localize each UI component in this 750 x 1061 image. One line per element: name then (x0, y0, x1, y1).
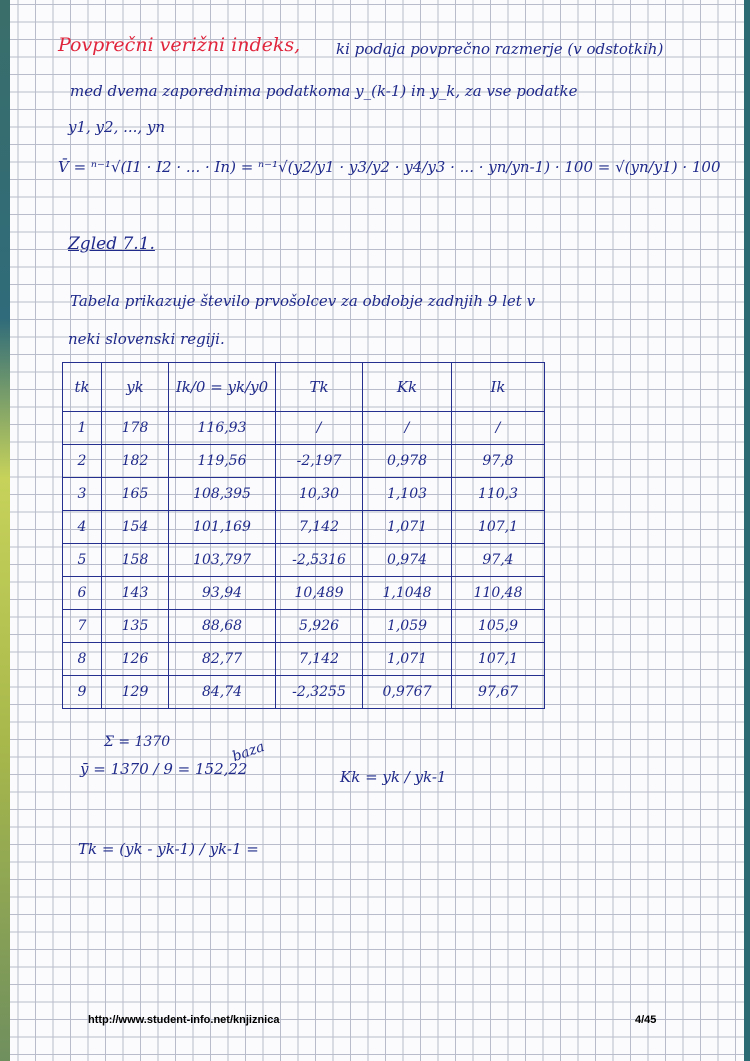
table-cell: 82,77 (169, 643, 276, 676)
table-cell: 103,797 (169, 544, 276, 577)
header-ik0: Ik/0 = yk/y0 (169, 363, 276, 412)
table-cell: 93,94 (169, 577, 276, 610)
example-heading: Zgled 7.1. (68, 234, 155, 254)
heading-title: Povprečni verižni indeks, (58, 34, 301, 56)
table-cell: 97,8 (452, 445, 545, 478)
table-cell: 129 (102, 676, 169, 709)
table-cell: 0,978 (363, 445, 452, 478)
header-yk: yk (102, 363, 169, 412)
table-cell: 5 (63, 544, 102, 577)
table-cell: 10,489 (276, 577, 363, 610)
data-table (62, 362, 545, 709)
table-cell: 135 (102, 610, 169, 643)
index-formula: V̄ = ⁿ⁻¹√(I1 · I2 · ... · In) = ⁿ⁻¹√(y2/y1 · y3/y2 · y4/y3 · ... · yn/yn-1) · 100 = √(yn/y1) · 100 (58, 158, 721, 176)
table-row (63, 643, 545, 676)
table-cell: / (276, 412, 363, 445)
table-cell: 84,74 (169, 676, 276, 709)
table-row (63, 511, 545, 544)
table-cell: 116,93 (169, 412, 276, 445)
header-kk: Kk (363, 363, 452, 412)
table-cell: 107,1 (452, 511, 545, 544)
table-cell: 108,395 (169, 478, 276, 511)
notebook-edge-right (744, 0, 750, 1061)
example-text-2: neki slovenski regiji. (68, 330, 225, 348)
table-cell: 105,9 (452, 610, 545, 643)
table-cell: 165 (102, 478, 169, 511)
sum-value: Σ = 1370 (104, 734, 171, 750)
header-ik: Ik (452, 363, 545, 412)
table-cell: 1,1048 (363, 577, 452, 610)
table-cell: 178 (102, 412, 169, 445)
table-cell: 110,3 (452, 478, 545, 511)
example-text-1: Tabela prikazuje število prvošolcev za obdobje zadnjih 9 let v (70, 292, 536, 310)
table-cell: 101,169 (169, 511, 276, 544)
table-cell: 1,059 (363, 610, 452, 643)
table-cell: -2,5316 (276, 544, 363, 577)
table-cell: 126 (102, 643, 169, 676)
definition-line-3: y1, y2, ..., yn (68, 118, 166, 136)
table-cell: 143 (102, 577, 169, 610)
table-cell: 10,30 (276, 478, 363, 511)
notebook-edge-left (0, 0, 10, 1061)
table-cell: 4 (63, 511, 102, 544)
table-cell: 5,926 (276, 610, 363, 643)
definition-line-2: med dvema zaporednima podatkoma y_(k-1) in y_k, za vse podatke (70, 82, 578, 100)
table-cell: -2,197 (276, 445, 363, 478)
table-cell: 2 (63, 445, 102, 478)
kk-formula: Kk = yk / yk-1 (340, 768, 447, 786)
table-row (63, 676, 545, 709)
header-tk-rate: Tk (276, 363, 363, 412)
table-cell: 88,68 (169, 610, 276, 643)
table-cell: 107,1 (452, 643, 545, 676)
table-cell: 158 (102, 544, 169, 577)
table-cell: 97,67 (452, 676, 545, 709)
base-note: baza (230, 738, 267, 766)
table-row (63, 577, 545, 610)
table-cell: 7 (63, 610, 102, 643)
table-cell: 154 (102, 511, 169, 544)
table-cell: 7,142 (276, 643, 363, 676)
table-cell: 1 (63, 412, 102, 445)
table-cell: / (363, 412, 452, 445)
table-cell: 7,142 (276, 511, 363, 544)
tk-formula: Tk = (yk - yk-1) / yk-1 = (78, 840, 259, 858)
header-tk: tk (63, 363, 102, 412)
table-cell: / (452, 412, 545, 445)
table-cell: 182 (102, 445, 169, 478)
mean-formula: ȳ = 1370 / 9 = 152,22 (80, 760, 248, 778)
table-cell: 1,071 (363, 643, 452, 676)
heading-rest: ki podaja povprečno razmerje (v odstotkih) (336, 40, 664, 58)
table-cell: 3 (63, 478, 102, 511)
table-cell: 1,103 (363, 478, 452, 511)
table-cell: 8 (63, 643, 102, 676)
table-cell: 0,9767 (363, 676, 452, 709)
page-number: 4/45 (635, 1014, 657, 1026)
table-cell: -2,3255 (276, 676, 363, 709)
table-row (63, 478, 545, 511)
footer-url: http://www.student-info.net/knjiznica (88, 1014, 280, 1026)
table-cell: 0,974 (363, 544, 452, 577)
table-cell: 9 (63, 676, 102, 709)
table-header-row (63, 363, 545, 412)
table-cell: 1,071 (363, 511, 452, 544)
table-row (63, 544, 545, 577)
table-cell: 97,4 (452, 544, 545, 577)
table-cell: 119,56 (169, 445, 276, 478)
table-cell: 110,48 (452, 577, 545, 610)
table-row (63, 610, 545, 643)
table-cell: 6 (63, 577, 102, 610)
table-row (63, 445, 545, 478)
table-row (63, 412, 545, 445)
